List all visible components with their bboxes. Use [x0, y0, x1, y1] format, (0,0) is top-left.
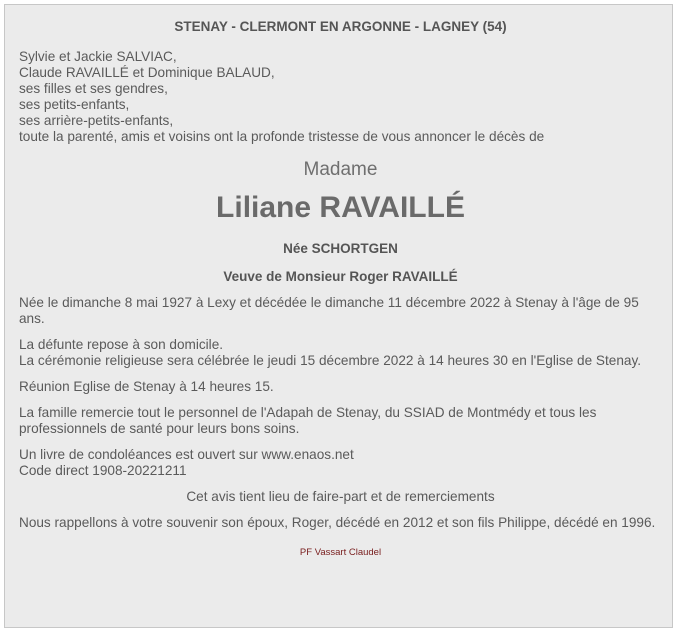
birth-death-paragraph: [19, 295, 662, 327]
condolences-text: Un livre de condoléances est ouvert sur www.enaos.net: [19, 447, 354, 462]
family-line: ses arrière-petits-enfants,: [19, 113, 174, 128]
memory-text: Nous rappellons à votre souvenir son époux, Roger, décédé en 2012 et son fils Philippe, décédé en 1996.: [19, 515, 656, 530]
ceremony-paragraph: [19, 337, 662, 369]
birth-death-text: Née le dimanche 8 mai 1927 à Lexy et décédée le dimanche 11 décembre 2022 à Stenay à l'âge de 95 ans.: [19, 295, 639, 326]
condolences-paragraph: [19, 447, 662, 479]
meeting-text: Réunion Eglise de Stenay à 14 heures 15.: [19, 379, 274, 394]
deceased-title: Madame: [303, 159, 378, 180]
notice-frame: [4, 4, 673, 628]
ceremony-text: La cérémonie religieuse sera célébrée le jeudi 15 décembre 2022 à 14 heures 30 en l'Eglise de Stenay.: [19, 353, 642, 368]
rest-text: La défunte repose à son domicile.: [19, 337, 224, 352]
maiden-name: Née SCHORTGEN: [283, 241, 398, 256]
funeral-home-signature: PF Vassart Claudel: [299, 547, 382, 558]
thanks-paragraph: [19, 405, 662, 437]
family-line: Sylvie et Jackie SALVIAC,: [19, 49, 177, 64]
family-line: toute la parenté, amis et voisins ont la profonde tristesse de vous annoncer le décès de: [19, 129, 545, 144]
direct-code-text: Code direct 1908-20221211: [19, 463, 187, 478]
widow-of: Veuve de Monsieur Roger RAVAILLÉ: [223, 269, 458, 284]
memory-paragraph: [19, 515, 662, 531]
family-line: ses petits-enfants,: [19, 97, 130, 112]
thanks-text: La famille remercie tout le personnel de l'Adapah de Stenay, du SSIAD de Montmédy et tous les professionnels de santé pour leurs bons soins.: [19, 405, 597, 436]
family-list: [19, 49, 662, 145]
faire-part-paragraph: [19, 489, 662, 505]
deceased-name: Liliane RAVAILLÉ: [216, 191, 465, 224]
locality-heading: STENAY - CLERMONT EN ARGONNE - LAGNEY (54): [174, 19, 507, 34]
obituary-notice: [19, 19, 662, 561]
meeting-paragraph: [19, 379, 662, 395]
family-line: ses filles et ses gendres,: [19, 81, 168, 96]
faire-part-text: Cet avis tient lieu de faire-part et de remerciements: [186, 489, 495, 504]
family-line: Claude RAVAILLÉ et Dominique BALAUD,: [19, 65, 275, 80]
